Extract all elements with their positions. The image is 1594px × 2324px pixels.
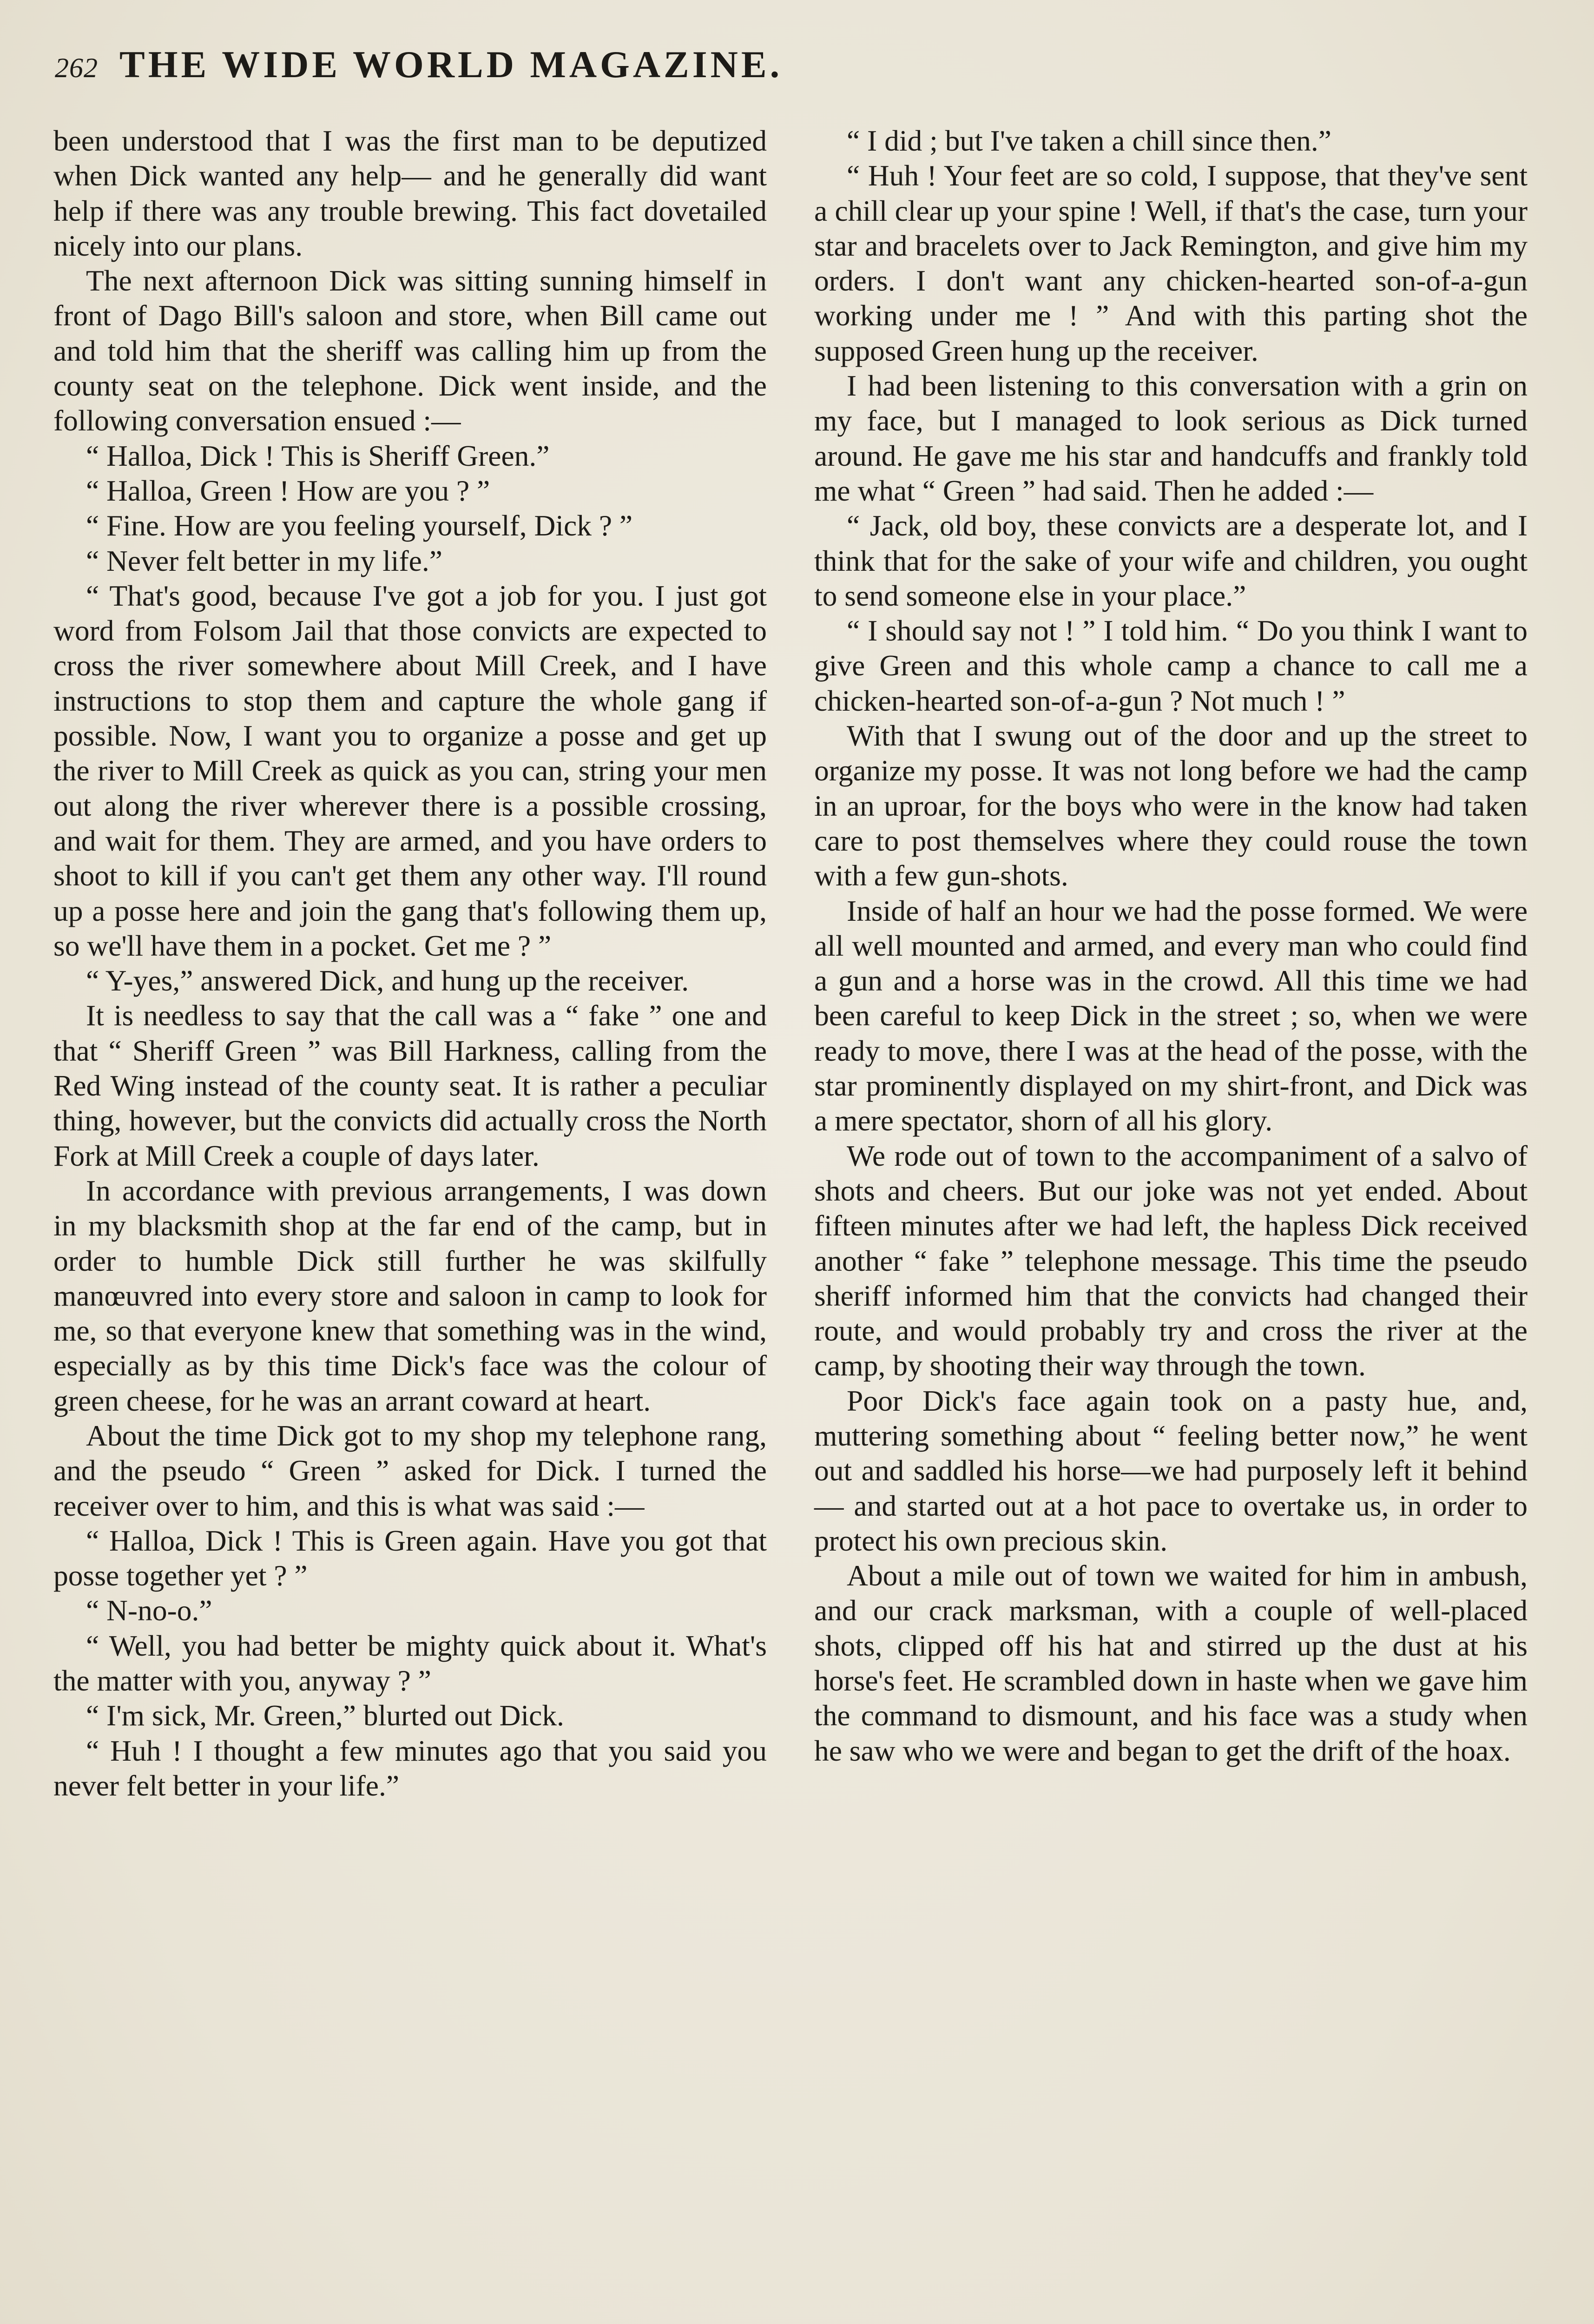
paragraph: We rode out of town to the accompaniment of a salvo of shots and cheers. But our joke was not yet ended. About fifteen minutes after we had left, the hapless Dick received another “ fake ” telephone message. This time the pseudo sheriff informed him that the convicts had changed their route, and would probably try and cross the river at the camp, by shooting their way through the town. [814,1139,1528,1382]
page-number: 262 [55,53,98,83]
paragraph: been understood that I was the first man to be deputized when Dick wanted any help— and he generally did want help if there was any trouble brewing. This fact dovetailed nicely into our plans. [53,124,767,262]
paragraph: About the time Dick got to my shop my telephone rang, and the pseudo “ Green ” asked for Dick. I turned the receiver over to him, and this is what was said :— [53,1419,767,1522]
paragraph: “ Halloa, Dick ! This is Green again. Have you got that posse together yet ? ” [53,1524,767,1592]
paragraph: “ Jack, old boy, these convicts are a desperate lot, and I think that for the sake of your wife and children, you ought to send someone else in your place.” [814,509,1528,612]
paragraph: “ I should say not ! ” I told him. “ Do you think I want to give Green and this whole camp a chance to call me a chicken-hearted son-of-a-gun ? Not much ! ” [814,614,1528,717]
left-text-column [53,123,767,1803]
paragraph: About a mile out of town we waited for him in ambush, and our crack marksman, with a couple of well-placed shots, clipped off his hat and stirred up the dust at his horse's feet. He scrambled down in haste when we gave him the command to dismount, and his face was a study when he saw who we were and began to get the drift of the hoax. [814,1559,1528,1767]
paragraph: Inside of half an hour we had the posse formed. We were all well mounted and armed, and every man who could find a gun and a horse was in the crowd. All this time we had been careful to keep Dick in the street ; so, when we were ready to move, there I was at the head of the posse, with the star prominently displayed on my shirt-front, and Dick was a mere spectator, shorn of all his glory. [814,894,1528,1137]
paragraph: Poor Dick's face again took on a pasty hue, and, muttering something about “ feeling better now,” he went out and saddled his horse—we had purposely left it behind— and started out at a hot pace to overtake us, in order to protect his own precious skin. [814,1384,1528,1557]
paragraph: “ N-no-o.” [86,1594,212,1627]
paragraph: The next afternoon Dick was sitting sunning himself in front of Dago Bill's saloon and store, when Bill came out and told him that the sheriff was calling him up from the county seat on the telephone. Dick went inside, and the following conversation ensued :— [53,264,767,437]
paragraph: “ Well, you had better be mighty quick about it. What's the matter with you, anyway ? ” [53,1629,767,1697]
paragraph: It is needless to say that the call was a “ fake ” one and that “ Sheriff Green ” was Bill Harkness, calling from the Red Wing instead of the county seat. It is rather a peculiar thing, however, but the convicts did actually cross the North Fork at Mill Creek a couple of days later. [53,999,767,1172]
paragraph: “ Fine. How are you feeling yourself, Dick ? ” [86,509,633,542]
paragraph: I had been listening to this conversation with a grin on my face, but I managed to look serious as Dick turned around. He gave me his star and handcuffs and frankly told me what “ Green ” had said. Then he added :— [814,369,1528,507]
paragraph: “ Never felt better in my life.” [86,544,442,577]
paragraph: “ Huh ! Your feet are so cold, I suppose, that they've sent a chill clear up your spine ! Well, if that's the case, turn your star and bracelets over to Jack Remington, and give him my orders. I don't want any chicken-hearted son-of-a-gun working under me ! ” And with this parting shot the supposed Green hung up the receiver. [814,159,1528,367]
magazine-title: THE WIDE WORLD MAGAZINE. [119,43,783,86]
running-header [55,43,984,99]
paragraph: “ Huh ! I thought a few minutes ago that you said you never felt better in your life.” [53,1734,767,1802]
paragraph: With that I swung out of the door and up the street to organize my posse. It was not long before we had the camp in an uproar, for the boys who were in the know had taken care to post themselves where they could rouse the town with a few gun-shots. [814,719,1528,892]
paragraph: “ Halloa, Dick ! This is Sheriff Green.” [86,439,550,472]
right-text-column [814,123,1528,1768]
paragraph: “ Y-yes,” answered Dick, and hung up the receiver. [86,964,689,997]
paragraph: “ I'm sick, Mr. Green,” blurted out Dick. [86,1699,564,1732]
paragraph: “ I did ; but I've taken a chill since then.” [847,124,1331,157]
paragraph: In accordance with previous arrangements, I was down in my blacksmith shop at the far end of the camp, but in order to humble Dick still further he was skilfully manœuvred into every store and saloon in camp to look for me, so that everyone knew that something was in the wind, especially as by this time Dick's face was the colour of green cheese, for he was an arrant coward at heart. [53,1174,767,1417]
paragraph: “ Halloa, Green ! How are you ? ” [86,474,490,507]
paragraph: “ That's good, because I've got a job for you. I just got word from Folsom Jail that those convicts are expected to cross the river somewhere about Mill Creek, and I have instructions to stop them and capture the whole gang if possible. Now, I want you to organize a posse and get up the river to Mill Creek as quick as you can, string your men out along the river wherever there is a possible crossing, and wait for them. They are armed, and you have orders to shoot to kill if you can't get them any other way. I'll round up a posse here and join the gang that's following them up, so we'll have them in a pocket. Get me ? ” [53,579,767,962]
